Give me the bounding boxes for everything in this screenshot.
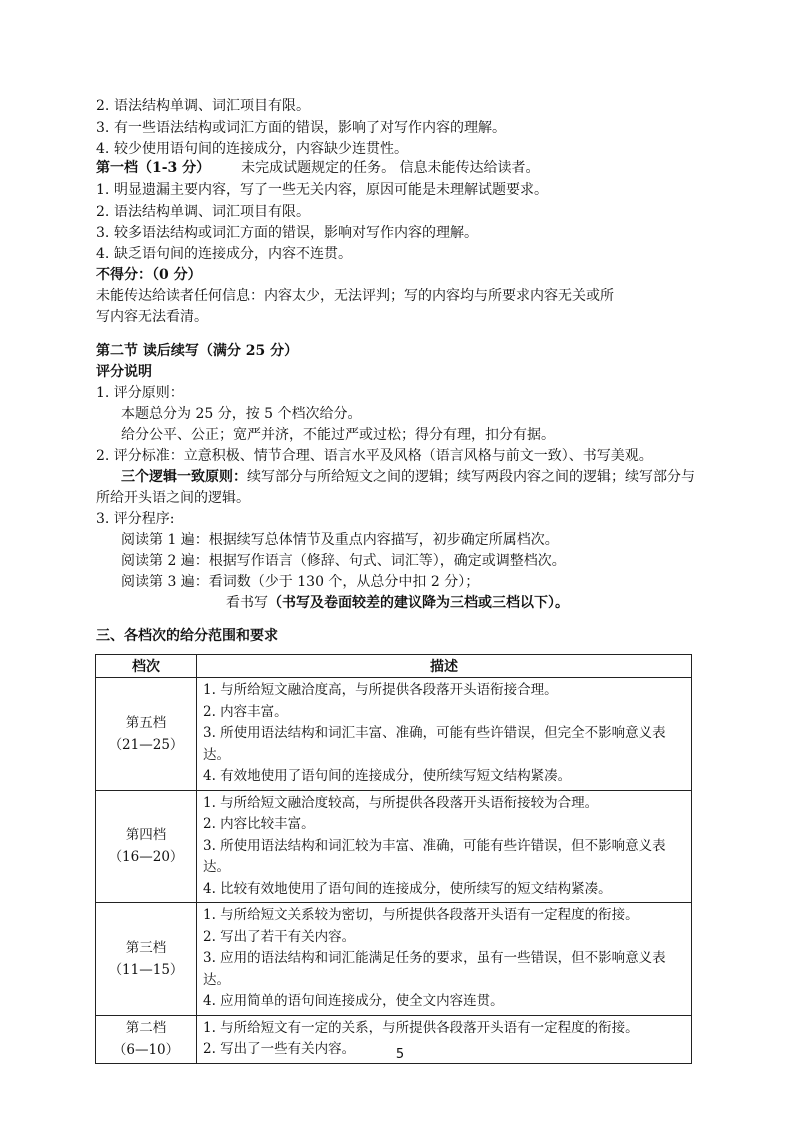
table-row xyxy=(96,790,692,903)
scoring-standard: 2. 评分标准：立意积极、情节合理、语言水平及风格（语言风格与前文一致）、书写美观。 xyxy=(96,448,653,464)
grade-description-cell: 1. 与所给短文有一定的关系，与所提供各段落开头语有一定程度的衔接。 2. 写出了一些有关内容。 xyxy=(197,1015,692,1063)
list-item: 4. 缺乏语句间的连接成分，内容不连贯。 xyxy=(96,246,352,262)
logic-principles xyxy=(121,467,695,487)
grade-description-cell: 1. 与所给短文融洽度较高，与所提供各段落开头语衔接较为合理。 2. 内容比较丰富。 3. 所使用语法结构和词汇较为丰富、准确，可能有些许错误，但不影响意义表达。 4. 比较有效地使用了语句间的连接成分，使所续写的短文结构紧凑。 xyxy=(197,790,692,903)
grade-level-cell: 第四档 （16—20） xyxy=(96,790,197,903)
list-item: 1. 明显遗漏主要内容，写了一些无关内容，原因可能是未理解试题要求。 xyxy=(96,182,548,198)
logic-principles-label: 三个逻辑一致原则： xyxy=(121,469,247,485)
scoring-procedure-step: 看书写（书写及卷面较差的建议降为三档或三档以下）。 xyxy=(226,595,569,611)
table-row xyxy=(96,678,692,791)
scoring-principle-text: 给分公平、公正；宽严并济，不能过严或过松；得分有理，扣分有据。 xyxy=(121,427,555,443)
list-item: 3. 有一些语法结构或词汇方面的错误，影响了对写作内容的理解。 xyxy=(96,120,506,136)
grade-one-title: 第一档（1-3 分） xyxy=(96,160,211,176)
scoring-procedure-label: 3. 评分程序: xyxy=(96,511,175,527)
scoring-principle-label: 1. 评分原则： xyxy=(96,385,184,401)
table-header-row xyxy=(96,655,692,678)
grade-one-desc: 未完成试题规定的任务。 信息未能传达给读者。 xyxy=(241,160,540,176)
table-row xyxy=(96,903,692,1016)
list-item: 3. 较多语法结构或词汇方面的错误，影响对写作内容的理解。 xyxy=(96,225,478,241)
grade-level-cell: 第二档 （6—10） xyxy=(96,1015,197,1063)
logic-principles-text: 续写部分与所给短文之间的逻辑；续写两段内容之间的逻辑；续写部分与 xyxy=(247,469,695,485)
scoring-procedure-step: 阅读第 1 遍：根据续写总体情节及重点内容描写，初步确定所属档次。 xyxy=(121,532,559,548)
scoring-procedure-step: 阅读第 3 遍：看词数（少于 130 个，从总分中扣 2 分）； xyxy=(121,574,480,590)
column-header-description: 描述 xyxy=(197,655,692,678)
grade-description-cell: 1. 与所给短文关系较为密切，与所提供各段落开头语有一定程度的衔接。 2. 写出了若干有关内容。 3. 应用的语法结构和词汇能满足任务的要求，虽有一些错误，但不影响意义表达。 4. 应用简单的语句间连接成分，使全文内容连贯。 xyxy=(197,903,692,1016)
section-two-subtitle: 评分说明 xyxy=(96,364,152,380)
scoring-procedure-step: 阅读第 2 遍：根据写作语言（修辞、句式、词汇等），确定或调整档次。 xyxy=(121,553,566,569)
grade-one-heading xyxy=(96,158,540,178)
zero-score-title: 不得分：（0 分） xyxy=(96,267,202,283)
grade-table xyxy=(95,654,692,1064)
section-three-title: 三、各档次的给分范围和要求 xyxy=(96,628,278,644)
grade-level-cell: 第三档 （11—15） xyxy=(96,903,197,1016)
list-item: 2. 语法结构单调、词汇项目有限。 xyxy=(96,98,310,114)
scoring-principle-text: 本题总分为 25 分，按 5 个档次给分。 xyxy=(121,406,362,422)
list-item: 4. 较少使用语句间的连接成分，内容缺少连贯性。 xyxy=(96,141,408,157)
logic-principles-text: 所给开头语之间的逻辑。 xyxy=(96,490,250,506)
column-header-level: 档次 xyxy=(96,655,197,678)
zero-score-line: 写内容无法看清。 xyxy=(96,309,208,325)
zero-score-line: 未能传达给读者任何信息：内容太少，无法评判；写的内容均与所要求内容无关或所 xyxy=(96,288,614,304)
grade-description-cell: 1. 与所给短文融洽度高，与所提供各段落开头语衔接合理。 2. 内容丰富。 3. 所使用语法结构和词汇丰富、准确，可能有些许错误，但完全不影响意义表达。 4. 有效地使用了语句间的连接成分，使所续写短文结构紧凑。 xyxy=(197,678,692,791)
section-two-title: 第二节 读后续写（满分 25 分） xyxy=(96,343,299,359)
list-item: 2. 语法结构单调、词汇项目有限。 xyxy=(96,204,310,220)
grade-level-cell: 第五档 （21—25） xyxy=(96,678,197,791)
page-number: 5 xyxy=(395,1047,405,1062)
